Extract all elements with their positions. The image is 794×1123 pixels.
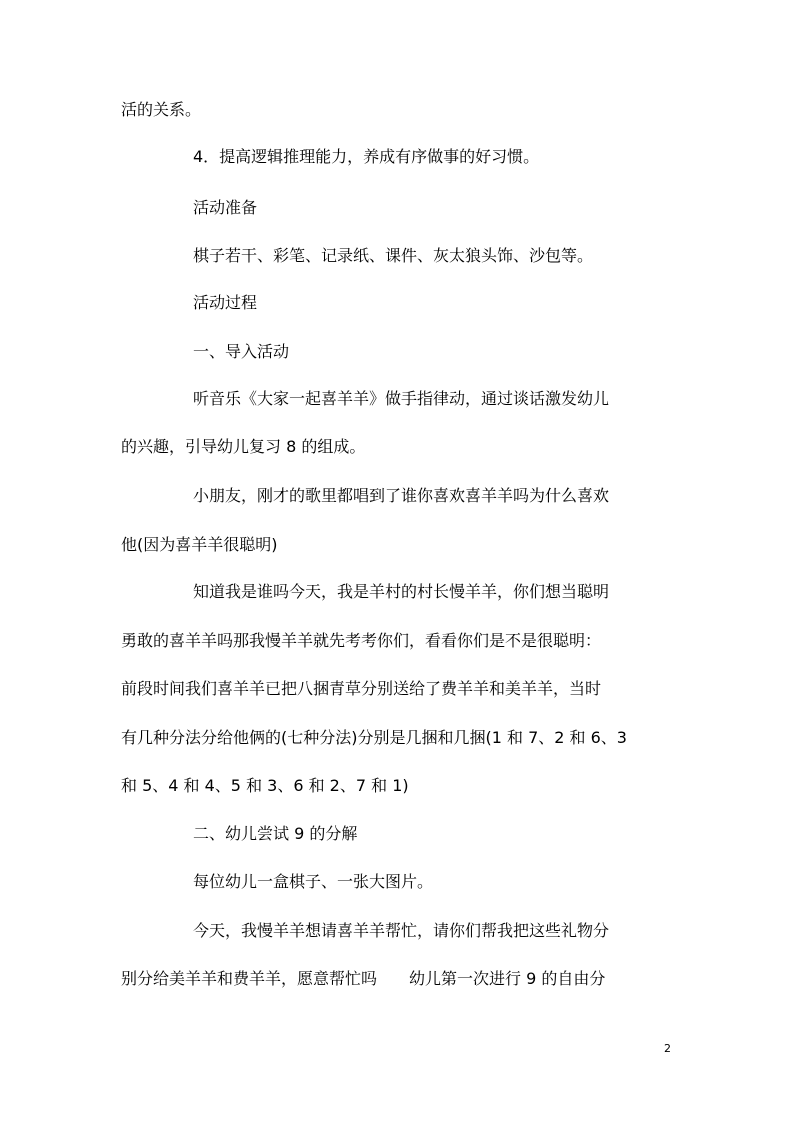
text-line-free-division: 别分给美羊羊和费羊羊，愿意帮忙吗 幼儿第一次进行 9 的自由分 — [121, 969, 606, 988]
text-line-question-1: 小朋友，刚才的歌里都唱到了谁你喜欢喜羊羊吗为什么喜欢 — [193, 486, 610, 505]
text-line-materials: 棋子若干、彩笔、记录纸、课件、灰太狼头饰、沙包等。 — [193, 246, 594, 265]
text-line-chess-pieces: 每位幼儿一盒棋子、一张大图片。 — [193, 872, 434, 891]
page-number: 2 — [664, 1042, 671, 1055]
text-line-music: 听音乐《大家一起喜羊羊》做手指律动，通过谈话激发幼儿 — [193, 389, 610, 408]
text-line-methods: 有几种分法分给他俩的(七种分法)分别是几捆和几捆(1 和 7、2 和 6、3 — [121, 728, 627, 747]
section-heading-preparation: 活动准备 — [193, 198, 258, 217]
text-line-combinations: 和 5、4 和 4、5 和 3、6 和 2、7 和 1) — [121, 776, 409, 795]
section-heading-process: 活动过程 — [193, 293, 258, 312]
section-heading-decomposition: 二、幼儿尝试 9 的分解 — [193, 824, 358, 843]
section-heading-introduction: 一、导入活动 — [193, 342, 290, 361]
text-line-answer-1: 他(因为喜羊羊很聪明) — [121, 535, 278, 554]
text-line-test: 勇敢的喜羊羊吗那我慢羊羊就先考考你们，看看你们是不是很聪明： — [121, 631, 602, 650]
text-line-continuation: 活的关系。 — [121, 100, 202, 119]
text-line-goal-4: 4．提高逻辑推理能力，养成有序做事的好习惯。 — [193, 147, 540, 166]
text-line-village-chief: 知道我是谁吗今天，我是羊村的村长慢羊羊，你们想当聪明 — [193, 582, 610, 601]
text-line-interest: 的兴趣，引导幼儿复习 8 的组成。 — [121, 437, 366, 456]
text-line-help-request: 今天，我慢羊羊想请喜羊羊帮忙，请你们帮我把这些礼物分 — [193, 921, 610, 940]
text-line-grass: 前段时间我们喜羊羊已把八捆青草分别送给了费羊羊和美羊羊，当时 — [121, 679, 602, 698]
